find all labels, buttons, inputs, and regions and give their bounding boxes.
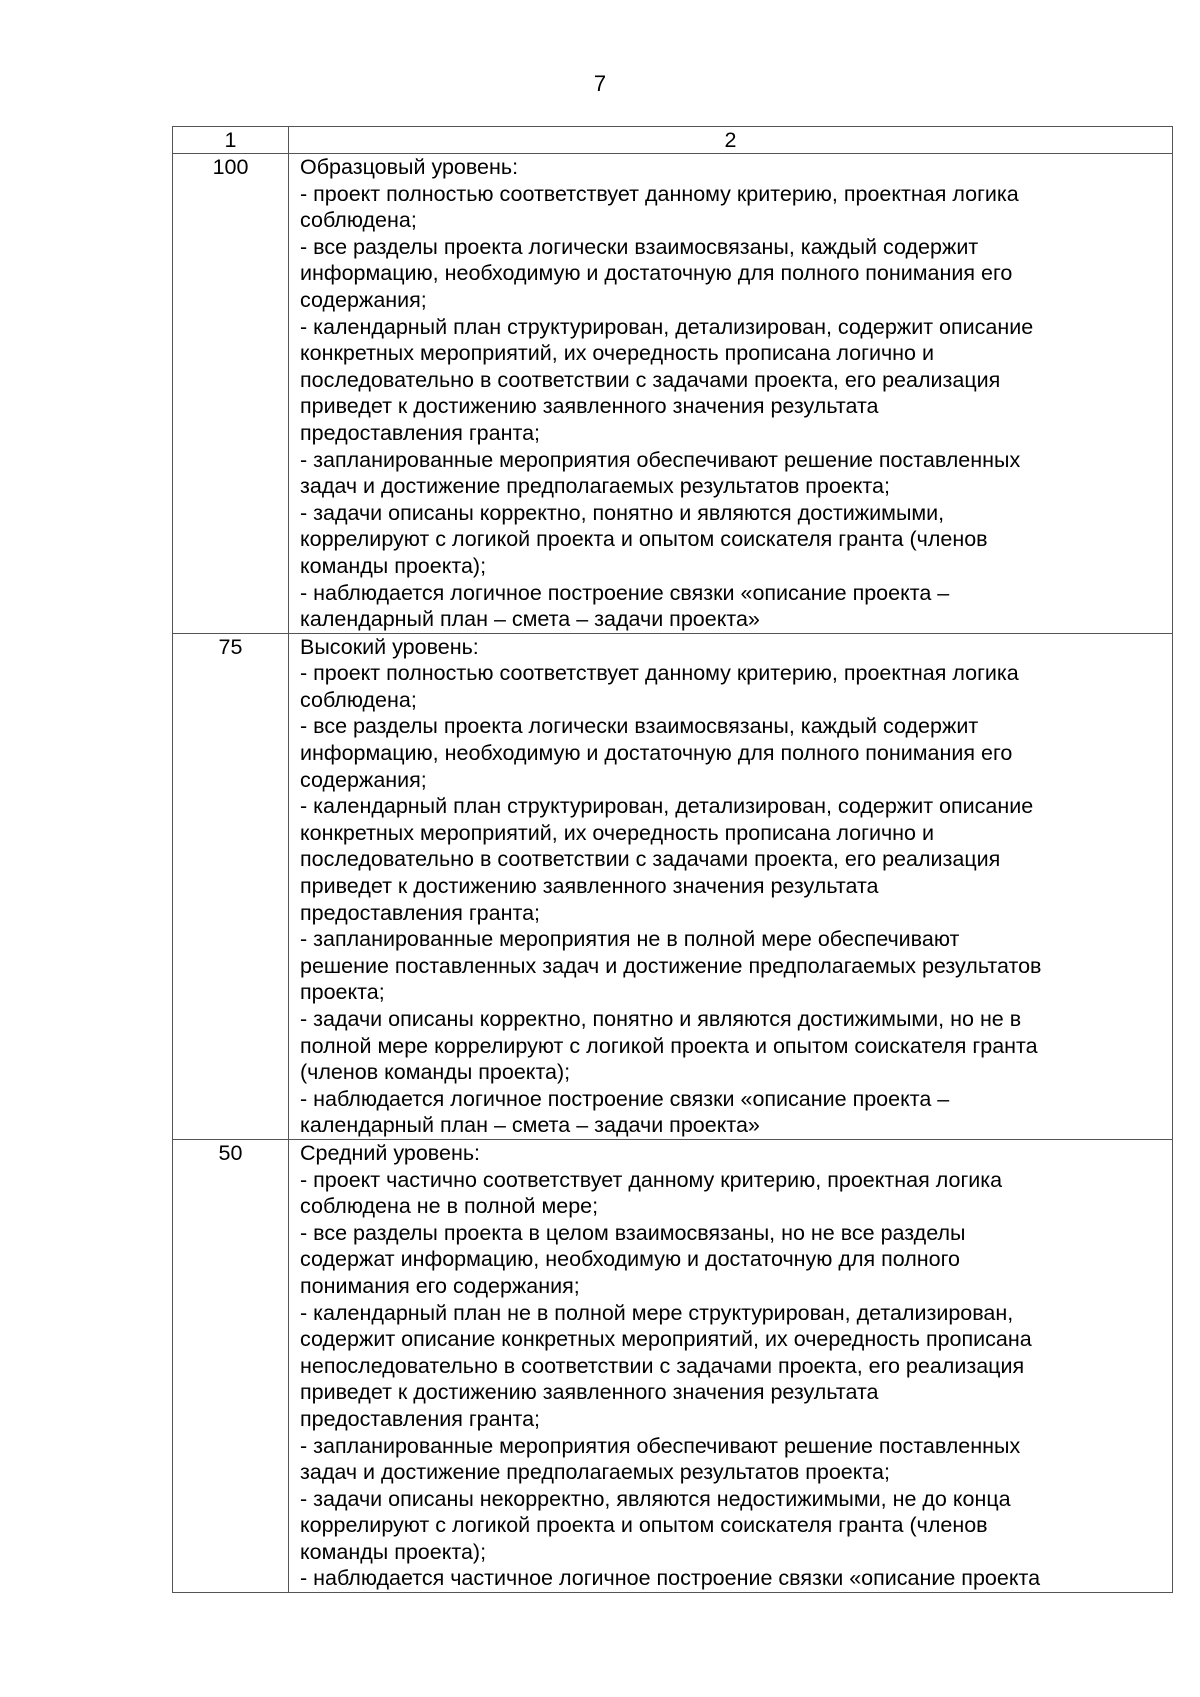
level-title: Средний уровень: [300,1140,480,1165]
description-line: содержат информацию, необходимую и достаточную для полного [300,1247,960,1272]
page-number: 7 [593,71,607,96]
level-title: Образцовый уровень: [300,155,519,179]
description-line: коррелируют с логикой проекта и опытом соискателя гранта (членов [300,1513,988,1538]
table-row [173,633,1173,1139]
description-line: соблюдена; [300,687,417,712]
table-row [173,1139,1173,1592]
description-line: конкретных мероприятий, их очередность прописана логично и [300,341,934,366]
description-line: - проект полностью соответствует данному критерию, проектная логика [300,661,1019,686]
description-line: последовательно в соответствии с задачами проекта, его реализация [300,847,1001,872]
description-line: полной мере коррелируют с логикой проекта и опытом соискателя гранта [300,1033,1038,1058]
description-line: задач и достижение предполагаемых результатов проекта; [300,474,890,499]
description-line: последовательно в соответствии с задачами проекта, его реализация [300,367,1001,392]
description-cell [289,154,1173,634]
description-line: понимания его содержания; [300,1273,580,1298]
description-cell [289,1139,1173,1592]
description-line: - календарный план структурирован, детализирован, содержит описание [300,314,1034,339]
description-line: конкретных мероприятий, их очередность прописана логично и [300,820,934,845]
column-header-1: 1 [173,127,289,154]
description-line: коррелируют с логикой проекта и опытом соискателя гранта (членов [300,527,988,552]
description-line: информацию, необходимую и достаточную для полного понимания его [300,261,1013,286]
description-line: непоследовательно в соответствии с задачами проекта, его реализация [300,1353,1025,1378]
description-line: предоставления гранта; [300,420,540,445]
score-cell: 100 [173,154,289,634]
description-line: решение поставленных задач и достижение предполагаемых результатов [300,953,1042,978]
description-line: - задачи описаны некорректно, являются недостижимыми, не до конца [300,1486,1011,1511]
description-line: предоставления гранта; [300,1406,540,1431]
description-line: содержания; [300,287,427,312]
description-line: - задачи описаны корректно, понятно и являются достижимыми, но не в [300,1007,1022,1031]
table-row [173,154,1173,634]
description-line: - запланированные мероприятия обеспечивают решение поставленных [300,447,1021,472]
description-line: - календарный план структурирован, детализирован, содержит описание [300,794,1034,819]
description-line: задач и достижение предполагаемых результатов проекта; [300,1460,890,1485]
description-line: - наблюдается частичное логичное построение связки «описание проекта [300,1566,1041,1591]
description-line: приведет к достижению заявленного значения результата [300,394,879,419]
description-cell [289,633,1173,1139]
criteria-table [172,126,1173,1593]
description-line: приведет к достижению заявленного значения результата [300,874,879,899]
description-line: - запланированные мероприятия не в полной мере обеспечивают [300,927,960,952]
description-line: календарный план – смета – задачи проекта» [300,607,760,632]
score-cell: 50 [173,1139,289,1592]
score-cell: 75 [173,633,289,1139]
description-line: - все разделы проекта логически взаимосвязаны, каждый содержит [300,714,979,739]
description-line: соблюдена не в полной мере; [300,1194,599,1219]
description-line: - наблюдается логичное построение связки «описание проекта – [300,580,950,605]
description-line: (членов команды проекта); [300,1060,571,1085]
description-line: соблюдена; [300,208,417,233]
description-line: - проект частично соответствует данному критерию, проектная логика [300,1167,1003,1192]
description-line: информацию, необходимую и достаточную для полного понимания его [300,741,1013,766]
level-title: Высокий уровень: [300,634,479,659]
description-line: предоставления гранта; [300,900,540,925]
description-line: - задачи описаны корректно, понятно и являются достижимыми, [300,500,945,525]
description-line: содержания; [300,767,427,792]
description-line: - проект полностью соответствует данному критерию, проектная логика [300,181,1019,206]
table-header-row [173,127,1173,154]
description-line: проекта; [300,980,385,1005]
description-line: - запланированные мероприятия обеспечивают решение поставленных [300,1433,1021,1458]
description-line: приведет к достижению заявленного значения результата [300,1380,879,1405]
description-line: - календарный план не в полной мере структурирован, детализирован, [300,1300,1014,1325]
description-line: - наблюдается логичное построение связки «описание проекта – [300,1086,950,1111]
description-line: команды проекта); [300,553,487,578]
column-header-2: 2 [289,127,1173,154]
description-line: содержит описание конкретных мероприятий, их очередность прописана [300,1327,1032,1352]
description-line: - все разделы проекта логически взаимосвязаны, каждый содержит [300,234,979,259]
description-line: - все разделы проекта в целом взаимосвязаны, но не все разделы [300,1220,966,1245]
description-line: календарный план – смета – задачи проекта» [300,1113,760,1138]
description-line: команды проекта); [300,1539,487,1564]
